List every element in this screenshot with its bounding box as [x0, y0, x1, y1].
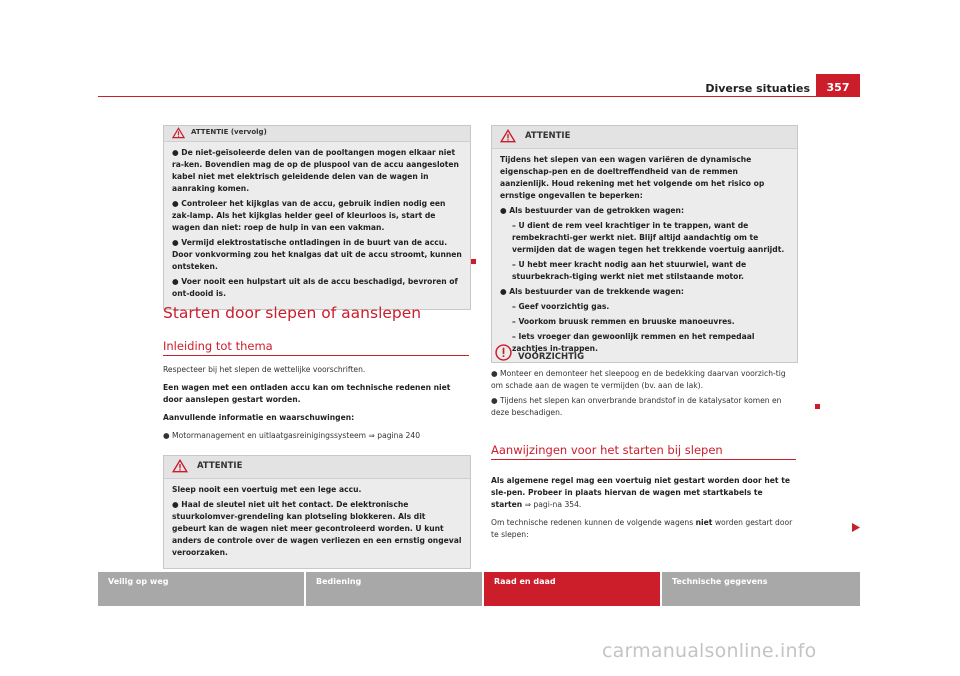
warning-item: ● Controleer het kijkglas van de accu, gebruik indien nodig een zak-lamp. Als het kijkglas helder geel of kleurloos is, start de wagen dan niet: roep de hulp in van een vakman.: [172, 199, 446, 232]
end-marker: [471, 259, 476, 264]
watermark: carmanualsonline.info: [602, 640, 817, 662]
attentie-body: [492, 149, 797, 362]
attentie-item: ● Haal de sleutel niet uit het contact. De elektronische stuurkolomver-grendeling kan plotseling blokkeren. Als dit gebeurt kan de wagen niet meer gecontroleerd worden. U kunt anders de controle over de wagen verliezen en een ernstig ongeval veroorzaken.: [172, 500, 462, 557]
warning-triangle-icon: [500, 129, 516, 143]
intro-para: Respecteer bij het slepen de wettelijke voorschriften.: [163, 365, 366, 374]
caution-title: VOORZICHTIG: [518, 352, 585, 362]
sub-item: – Voorkom bruusk remmen en bruuske manoeuvres.: [512, 317, 735, 326]
warning-triangle-icon: [172, 459, 188, 473]
caution-item: ● Monteer en demonteer het sleepoog en de bedekking daarvan voorzich-tig om schade aan de wagen te vermijden (bv. aan de lak).: [491, 369, 786, 390]
intro-text: [163, 364, 469, 445]
attentie-lead: Tijdens het slepen van een wagen variëren de dynamische eigenschap-pen en de doeltreffendheid van de remmen aanzienlijk. Houd rekening met het volgende om het risico op ernstige ongevallen te beperken:: [500, 155, 765, 200]
warning-box-header: [164, 126, 470, 142]
warning-box-title: ATTENTIE (vervolg): [191, 128, 267, 136]
sub-item: – Geef voorzichtig gas.: [512, 302, 610, 311]
attentie-body: [164, 479, 470, 568]
subsection-rule: [163, 355, 469, 356]
section-rule: [491, 459, 796, 460]
caution-body: [491, 368, 796, 422]
info-bullet: ● Motormanagement en uitlaatgasreinigingssysteem ⇒ pagina 240: [163, 431, 421, 440]
page-number: 357: [816, 74, 860, 96]
end-marker: [815, 404, 820, 409]
footer-tab-technische-gegevens[interactable]: Technische gegevens: [662, 572, 860, 606]
attentie-box-left: [163, 455, 471, 569]
warning-item: ● Voer nooit een hulpstart uit als de accu beschadigd, bevroren of ont-dooid is.: [172, 277, 458, 298]
footer-tab-bediening[interactable]: Bediening: [306, 572, 482, 606]
sub-item: – U dient de rem veel krachtiger in te trappen, want de rembekrachti-ger werkt niet. Blijf altijd aandachtig om te vermijden dat de wagen tegen het trekkende voertuig aanrijdt.: [512, 221, 785, 254]
footer-tab-veilig-op-weg[interactable]: Veilig op weg: [98, 572, 304, 606]
bold-para: Als algemene regel mag een voertuig niet gestart worden door het te sle-pen. Probeer in plaats hiervan de wagen met startkabels te starten ⇒ pagi-na 354.: [491, 476, 790, 509]
attentie-title: ATTENTIE: [525, 131, 571, 141]
attentie-box-header: [492, 126, 797, 149]
header-rule: [98, 96, 860, 97]
sub-item: – U hebt meer kracht nodig aan het stuurwiel, want de stuurbekrach-tiging werkt niet met stilstaande motor.: [512, 260, 747, 281]
attentie-title: ATTENTIE: [197, 461, 243, 471]
page-title: Diverse situaties: [705, 82, 810, 95]
section-title: Starten door slepen of aanslepen: [163, 304, 422, 322]
bold-para: Een wagen met een ontladen accu kan om technische redenen niet door aanslepen gestart worden.: [163, 383, 451, 404]
subsection-title: Inleiding tot thema: [163, 339, 273, 353]
attentie-box-right: [491, 125, 798, 363]
attentie-lead: Sleep nooit een voertuig met een lege accu.: [172, 485, 362, 494]
right-text: [491, 475, 796, 544]
caution-item: ● Tijdens het slepen kan onverbrande brandstof in de katalysator komen en deze beschadigen.: [491, 396, 782, 417]
group-label: ● Als bestuurder van de trekkende wagen:: [500, 287, 684, 296]
sub-item: – Iets vroeger dan gewoonlijk remmen en het rempedaal zachtjes in-trappen.: [512, 332, 755, 353]
caution-icon: [495, 344, 512, 361]
footer-tab-raad-en-daad[interactable]: Raad en daad: [484, 572, 660, 606]
warning-item: ● Vermijd elektrostatische ontladingen in de buurt van de accu. Door vonkvorming zou het knalgas dat uit de accu stroomt, kunnen ontsteken.: [172, 238, 462, 271]
warning-item: ● De niet-geïsoleerde delen van de pooltangen mogen elkaar niet ra-ken. Bovendien mag de op de pluspool van de accu aangesloten kabel niet met elektrisch geleidende delen van de wagen in aanraking komen.: [172, 148, 459, 193]
warning-box-body: [164, 142, 470, 309]
warning-box-continued: [163, 125, 471, 310]
continue-arrow-icon: [852, 523, 860, 532]
section-title-right: Aanwijzingen voor het starten bij slepen: [491, 443, 723, 457]
page-ref-link[interactable]: ⇒ pagi-na 354.: [524, 500, 582, 509]
warning-triangle-icon: [172, 127, 185, 139]
attentie-box-header: [164, 456, 470, 479]
group-label: ● Als bestuurder van de getrokken wagen:: [500, 206, 684, 215]
info-label: Aanvullende informatie en waarschuwingen:: [163, 413, 355, 422]
last-para: Om technische redenen kunnen de volgende wagens niet worden gestart door te slepen:: [491, 518, 793, 539]
